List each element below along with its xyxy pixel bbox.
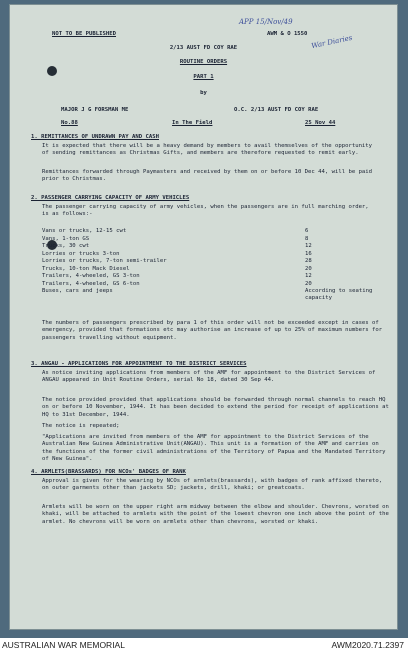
order-date: 25 Nov 44: [305, 120, 336, 126]
order-location: In The Field: [172, 120, 213, 126]
commander-name: MAJOR J G FORSMAN ME: [61, 107, 129, 113]
section-heading: 2. PASSENGER CARRYING CAPACITY OF ARMY VEHICLES: [31, 195, 190, 201]
section-paragraph: As notice inviting applications from members of the AMF for appointment to the District Services of ANGAU appeared in Unit Routine Orders, serial No 18, dated 30 Sep 44.: [42, 370, 379, 384]
table-capacity: 12: [305, 273, 312, 279]
section-paragraph: "Applications are invited from members of the AMF for appointment to the District Services of the Australian New Guinea Administrative Unit(ANGAU). This unit is a formation of the AMF and carries on the functions of the former civil administrations of the Territory of Papua and the Mandated Territory of New Guinea".: [42, 434, 389, 462]
table-capacity: 16: [305, 250, 312, 257]
table-capacity: 12: [305, 243, 312, 249]
table-vehicle: Trucks, 30 cwt: [42, 243, 90, 249]
section-heading: 1. REMITTANCES OF UNDRAWN PAY AND CASH: [31, 134, 159, 140]
table-capacity: 8: [305, 235, 309, 242]
not-published-label: NOT TO BE PUBLISHED: [52, 31, 116, 37]
handwritten-reference: APP 15/Nov/49: [239, 18, 293, 26]
table-vehicle: Lorries or trucks 3-ton: [42, 250, 120, 257]
part-label: PART 1: [193, 74, 214, 80]
commander-appointment: O.C. 2/13 AUST FD COY RAE: [234, 107, 319, 113]
unit-title: 2/13 AUST FD COY RAE: [169, 45, 238, 51]
table-vehicle: Trailers, 4-wheeled, GS 3-ton: [42, 273, 140, 279]
footer-institution: AUSTRALIAN WAR MEMORIAL: [2, 640, 125, 650]
section-heading: 4. ARMLETS(BRASSARDS) FOR NCOs' BADGES OF RANK: [31, 469, 186, 475]
section-paragraph: The notice is repeated;: [42, 423, 120, 429]
table-vehicle: Trailers, 4-wheeled, GS 6-ton: [42, 280, 140, 287]
section-paragraph: The numbers of passengers prescribed by para 1 of this order will not be exceeded except in cases of emergency, provided that formations etc may authorise an increase of up to 25% of maximum numbers for passengers travelling without equipment.: [42, 320, 386, 341]
section-paragraph: Approval is given for the wearing by NCOs of armlets(brassards), with badges of rank affixed thereto, on outer garments other than jackets SD; jackets, drill, khaki; or greatcoats.: [42, 478, 386, 492]
table-capacity: 6: [305, 228, 309, 234]
table-vehicle: Vans or trucks, 12-15 cwt: [42, 228, 127, 234]
table-vehicle: Lorries or trucks, 7-ton semi-trailer: [42, 258, 167, 264]
section-paragraph: It is expected that there will be a heavy demand by members to avail themselves of the opportunity of sending remittances as Christmas Gifts, and members are therefore requested to remit early.: [42, 143, 376, 157]
table-vehicle: Vans, 1-ton GS: [42, 235, 90, 242]
handwritten-annotation: War Diaries: [310, 33, 354, 51]
section-paragraph: The notice provided provided that applications should be forwarded through normal channels to reach HQ on or before 10 November, 1944. It has been decided to extend the period for receipt of applications at HQ to 31st December, 1944.: [42, 397, 393, 418]
orders-title: ROUTINE ORDERS: [179, 59, 228, 65]
table-capacity: 28: [305, 258, 312, 264]
table-capacity: 20: [305, 280, 312, 287]
table-capacity: According to seating capacity: [305, 288, 376, 302]
document-page: [9, 4, 398, 630]
footer-accession-number: AWM2020.71.2397: [331, 640, 404, 650]
form-reference: AWM & O 1550: [267, 31, 308, 37]
table-vehicle: Buses, cars and jeeps: [42, 288, 113, 294]
order-number: No.88: [61, 120, 78, 126]
section-heading: 3. ANGAU - APPLICATIONS FOR APPOINTMENT TO THE DISTRICT SERVICES: [31, 361, 247, 367]
table-capacity: 20: [305, 265, 312, 272]
section-paragraph: Remittances forwarded through Paymasters and received by them on or before 10 Dec 44, will be paid prior to Christmas.: [42, 169, 376, 183]
section-paragraph: Armlets will be worn on the upper right arm midway between the elbow and shoulder. Chevrons, worsted on khaki, will be attached to armlets with the point of the lowest chevron one inch above the point of the armlet. No chevrons will be worn on armlets other than chevrons, worsted or khaki.: [42, 504, 393, 525]
section-paragraph: The passenger carrying capacity of army vehicles, when the passengers are in full marching order, is as follows:-: [42, 204, 373, 218]
table-vehicle: Trucks, 10-ton Mack Diesel: [42, 265, 130, 272]
by-label: by: [200, 90, 207, 96]
